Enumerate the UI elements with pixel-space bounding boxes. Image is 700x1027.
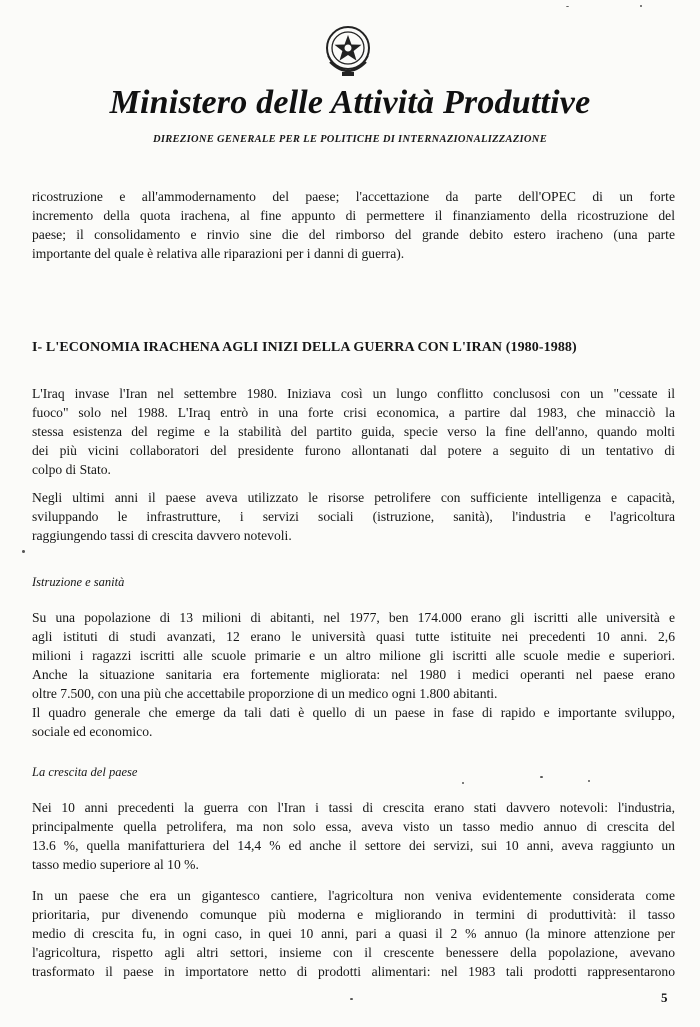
text-line: milioni i ragazzi iscritti alle scuole primarie e un altro milione gli iscritti alle scuole medie e superiori. xyxy=(32,648,675,663)
text-line: medio di crescita fu, in ogni caso, in quei 10 anni, pari a quasi il 2 % annuo (la minore attenzione per xyxy=(32,926,675,941)
text-line: sociale ed economico. xyxy=(32,724,153,739)
text-line: Nei 10 anni precedenti la guerra con l'Iran i tassi di crescita erano stati davvero notevoli: l'industria, xyxy=(32,800,675,815)
text-line: prioritaria, pur divenendo comunque più moderna e migliorando in termini di produttività: il tasso xyxy=(32,907,675,922)
paragraph-war-start xyxy=(32,384,675,479)
scan-speck xyxy=(566,6,569,7)
text-line: incremento della quota irachena, al fine appunto di permettere il finanziamento della ricostruzione del xyxy=(32,208,675,223)
text-line: In un paese che era un gigantesco cantiere, l'agricoltura non veniva evidentemente considerata come xyxy=(32,888,675,903)
text-line: L'Iraq invase l'Iran nel settembre 1980. Iniziava così un lungo conflitto conclusosi con un "cessate il xyxy=(32,386,675,401)
text-line: Negli ultimi anni il paese aveva utilizzato le risorse petrolifere con sufficiente intelligenza e capacità, xyxy=(32,490,675,505)
directorate-subtitle: DIREZIONE GENERALE PER LE POLITICHE DI INTERNAZIONALIZZAZIONE xyxy=(152,134,547,145)
paragraph-education-health xyxy=(32,608,675,741)
text-line: principalmente quella petrolifera, ma non solo essa, aveva visto un tasso medio annuo di crescita del xyxy=(32,819,675,834)
text-line: Anche la situazione sanitaria era fortemente migliorata: nel 1980 i medici operanti nel paese erano xyxy=(32,667,675,682)
paragraph-oil-resources xyxy=(32,488,675,545)
scan-speck xyxy=(22,550,25,553)
subheading-education-health: Istruzione e sanità xyxy=(32,575,125,589)
text-line: l'agricoltura, rispetto agli altri settori, insieme con il crescente benessere della popolazione, avevano xyxy=(32,945,675,960)
ministry-title: Ministero delle Attività Produttive xyxy=(109,84,591,121)
text-line: raggiungendo tassi di crescita davvero notevoli. xyxy=(32,528,292,543)
paragraph-agriculture xyxy=(32,886,675,981)
text-line: colpo di Stato. xyxy=(32,462,111,477)
text-line: Su una popolazione di 13 milioni di abitanti, nel 1977, ben 174.000 erano gli iscritti alle università e xyxy=(32,610,675,625)
text-line: paese; il consolidamento e rinvio sine die del rimborso del grande debito estero iracheno (una parte xyxy=(32,227,675,242)
text-line: fuoco" solo nel 1988. L'Iraq entrò in una forte crisi economica, a partire dal 1983, che minacciò la xyxy=(32,405,675,420)
scan-speck xyxy=(462,782,464,784)
text-line: oltre 7.500, con una più che accettabile proporzione di un medico ogni 1.800 abitanti. xyxy=(32,686,498,701)
scan-speck xyxy=(640,5,642,7)
text-line: dei più vicini collaboratori del presidente furono allontanati dal potere a seguito di un tentativo di xyxy=(32,443,675,458)
text-line: sviluppando le infrastrutture, i servizi sociali (istruzione, sanità), l'industria e l'agricoltura xyxy=(32,509,675,524)
page-number: 5 xyxy=(661,990,668,1005)
scan-speck xyxy=(350,998,353,1000)
text-line: Il quadro generale che emerge da tali dati è quello di un paese in fase di rapido e importante sviluppo, xyxy=(32,705,675,720)
italian-republic-emblem-icon xyxy=(322,22,374,80)
scan-speck xyxy=(540,776,543,778)
text-line: ricostruzione e all'ammodernamento del paese; l'accettazione da parte dell'OPEC di un forte xyxy=(32,189,675,204)
text-line: importante del quale è relativa alle riparazioni per i danni di guerra). xyxy=(32,246,405,261)
intro-paragraph xyxy=(32,187,675,263)
text-line: trasformato il paese in importatore netto di prodotti alimentari: nel 1983 tali prodotti rappresentarono xyxy=(32,964,675,979)
text-line: agli istituti di studi avanzati, 12 erano le università quasi tutte istituite nei precedenti 10 anni. 2,6 xyxy=(32,629,675,644)
text-line: 13.6 %, quella manifatturiera del 14,4 % ed anche il settore dei servizi, sui 10 anni, aveva raggiunto un xyxy=(32,838,675,853)
scan-speck xyxy=(588,780,590,782)
text-line: stessa esistenza del regime e la stabilità del partito guida, specie verso la fine dell'anno, quando molti xyxy=(32,424,675,439)
text-line: tasso medio superiore al 10 %. xyxy=(32,857,199,872)
subheading-country-growth: La crescita del paese xyxy=(32,765,138,779)
section-heading: I- L'ECONOMIA IRACHENA AGLI INIZI DELLA GUERRA CON L'IRAN (1980-1988) xyxy=(32,340,577,355)
paragraph-growth-rates xyxy=(32,798,675,874)
